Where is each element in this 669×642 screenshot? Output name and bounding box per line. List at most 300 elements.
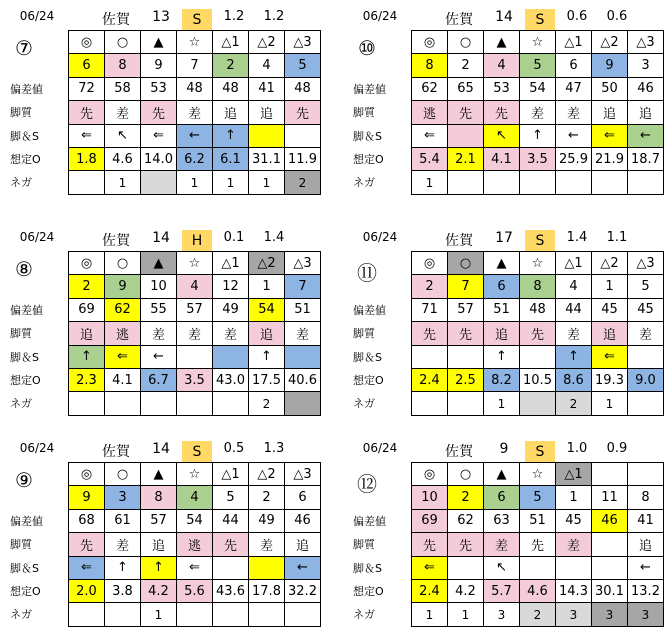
table-cell: 1 [249, 171, 285, 194]
table-cell [141, 392, 177, 415]
table-cell: 5 [285, 54, 321, 77]
table-cell: 69 [412, 509, 448, 532]
race-grade-badge: S [182, 441, 212, 463]
table-cell [628, 345, 664, 368]
table-row [412, 322, 664, 345]
table-cell: 55 [141, 298, 177, 321]
row-label: 脚＆S [10, 561, 39, 575]
table-cell: 1 [592, 275, 628, 298]
table-row [69, 368, 321, 391]
table-cell: 5 [628, 275, 664, 298]
table-cell: 先 [412, 322, 448, 345]
table-cell: 8 [628, 486, 664, 509]
table-row [412, 533, 664, 556]
table-cell: 逃 [105, 322, 141, 345]
table-cell: 9 [141, 54, 177, 77]
table-cell: 先 [520, 322, 556, 345]
table-cell: 5.4 [412, 147, 448, 170]
table-cell: 71 [412, 298, 448, 321]
table-cell: 51 [484, 298, 520, 321]
table-cell: 8 [412, 54, 448, 77]
table-cell: 11.9 [285, 147, 321, 170]
table-cell [105, 603, 141, 626]
table-row [69, 298, 321, 321]
table-row [412, 486, 664, 509]
table-cell [249, 124, 285, 147]
race-date: 06/24 [19, 9, 55, 23]
prediction-table [411, 30, 664, 195]
table-cell: ▲ [484, 463, 520, 486]
table-row [69, 54, 321, 77]
table-row [69, 322, 321, 345]
table-cell: 差 [556, 322, 592, 345]
table-cell: 6.7 [141, 368, 177, 391]
table-cell: △1 [213, 463, 249, 486]
table-cell: 10 [141, 275, 177, 298]
table-row [69, 603, 321, 626]
table-cell: 追 [484, 322, 520, 345]
table-cell: 差 [177, 101, 213, 124]
table-cell [177, 603, 213, 626]
row-label: ネガ [10, 176, 32, 190]
table-cell: ○ [105, 31, 141, 54]
table-cell: 19.3 [592, 368, 628, 391]
table-row [412, 124, 664, 147]
table-cell: △2 [249, 252, 285, 275]
table-cell: 逃 [412, 101, 448, 124]
table-cell: 6.1 [213, 147, 249, 170]
table-cell [412, 392, 448, 415]
table-cell: 4.6 [105, 147, 141, 170]
table-cell: 5 [520, 486, 556, 509]
table-cell: 2.5 [448, 368, 484, 391]
table-cell: 3.8 [105, 579, 141, 602]
table-cell: 54 [520, 77, 556, 100]
table-cell: ↑ [213, 124, 249, 147]
horse-count: 14 [495, 9, 513, 25]
table-cell: 2 [249, 392, 285, 415]
table-cell: 2 [412, 275, 448, 298]
table-cell: 2.0 [69, 579, 105, 602]
race-value-2: 0.9 [606, 441, 628, 456]
table-cell: 7 [177, 54, 213, 77]
table-cell: 43.0 [213, 368, 249, 391]
table-cell [213, 603, 249, 626]
prediction-table [68, 251, 321, 416]
table-cell: ⇐ [105, 345, 141, 368]
table-cell: ← [177, 124, 213, 147]
table-cell: 差 [285, 322, 321, 345]
table-cell: 6 [484, 275, 520, 298]
race-grade-badge: S [525, 230, 555, 252]
table-cell: 5.7 [484, 579, 520, 602]
table-cell: 41 [249, 77, 285, 100]
race-track: 佐賀 [445, 444, 473, 460]
table-cell: 差 [105, 101, 141, 124]
table-cell: 57 [141, 509, 177, 532]
table-row [69, 556, 321, 579]
table-cell [520, 556, 556, 579]
table-cell: 先 [448, 322, 484, 345]
table-row [69, 509, 321, 532]
table-cell: 8 [520, 275, 556, 298]
row-label: 想定O [353, 585, 384, 598]
table-row [69, 252, 321, 275]
row-label: ネガ [10, 608, 32, 622]
race-number: ⑦ [15, 36, 33, 60]
table-cell: 17.8 [249, 579, 285, 602]
table-cell: 追 [69, 322, 105, 345]
table-cell: 追 [249, 101, 285, 124]
table-cell: 14.0 [141, 147, 177, 170]
table-cell: 12 [213, 275, 249, 298]
race-value-1: 0.1 [223, 230, 245, 245]
table-cell: ○ [448, 252, 484, 275]
table-cell: 46 [628, 77, 664, 100]
row-label: 脚＆S [10, 350, 39, 364]
table-cell: 1 [105, 171, 141, 194]
table-cell: 差 [141, 322, 177, 345]
table-cell: 追 [592, 101, 628, 124]
race-date: 06/24 [362, 9, 398, 23]
table-row [69, 533, 321, 556]
race-value-1: 0.6 [566, 9, 588, 24]
table-cell: ↑ [69, 345, 105, 368]
race-track: 佐賀 [102, 12, 130, 28]
table-cell: 1 [412, 171, 448, 194]
table-cell: 48 [285, 77, 321, 100]
race-header [6, 6, 326, 30]
table-cell: 30.1 [592, 579, 628, 602]
table-row [69, 486, 321, 509]
table-row [412, 579, 664, 602]
race-grade-badge: S [525, 9, 555, 31]
table-cell: 差 [484, 533, 520, 556]
table-cell: 先 [69, 533, 105, 556]
row-label: 偏差値 [10, 303, 43, 317]
table-row [412, 345, 664, 368]
table-cell: ← [628, 556, 664, 579]
table-cell: ↑ [520, 124, 556, 147]
table-cell: 41 [628, 509, 664, 532]
table-cell: ◎ [69, 31, 105, 54]
table-cell: ☆ [177, 31, 213, 54]
horse-count: 9 [499, 441, 509, 457]
race-number: ⑧ [15, 257, 33, 281]
race-number: ⑩ [358, 36, 376, 60]
table-cell: ⇐ [69, 556, 105, 579]
table-cell: ⇐ [412, 556, 448, 579]
table-cell: 9 [592, 54, 628, 77]
table-cell: △1 [213, 31, 249, 54]
race-number: ⑫ [357, 472, 377, 496]
table-cell: ← [556, 124, 592, 147]
row-label: 偏差値 [353, 514, 386, 528]
table-cell: 差 [177, 322, 213, 345]
table-cell: 49 [249, 509, 285, 532]
table-row [69, 147, 321, 170]
row-label: 脚＆S [353, 350, 382, 364]
table-cell: ↖ [105, 124, 141, 147]
race-header [6, 227, 326, 251]
race-header [349, 438, 669, 462]
table-cell [213, 392, 249, 415]
table-cell: 9.0 [628, 368, 664, 391]
table-cell: 先 [520, 533, 556, 556]
table-row [412, 54, 664, 77]
table-cell: 1 [556, 486, 592, 509]
table-cell: 先 [448, 533, 484, 556]
table-cell [285, 392, 321, 415]
table-cell: 逃 [177, 533, 213, 556]
race-value-2: 1.2 [263, 9, 285, 24]
table-row [412, 31, 664, 54]
race-date: 06/24 [19, 230, 55, 244]
table-cell: ○ [448, 31, 484, 54]
table-cell: ⇐ [177, 556, 213, 579]
table-cell: ⇐ [141, 124, 177, 147]
table-cell: 2 [520, 603, 556, 626]
table-cell: 3.5 [177, 368, 213, 391]
table-cell: 4.1 [105, 368, 141, 391]
race-track: 佐賀 [445, 12, 473, 28]
table-cell: ▲ [141, 31, 177, 54]
table-cell [177, 345, 213, 368]
table-row [412, 275, 664, 298]
table-cell [448, 124, 484, 147]
table-cell: 53 [141, 77, 177, 100]
table-cell [412, 345, 448, 368]
table-cell: 68 [69, 509, 105, 532]
table-cell: ◎ [69, 463, 105, 486]
table-cell: ↖ [484, 124, 520, 147]
table-row [412, 171, 664, 194]
prediction-table [411, 251, 664, 416]
row-label: 想定O [353, 374, 384, 387]
table-cell: ◎ [412, 31, 448, 54]
table-cell: 3.5 [520, 147, 556, 170]
table-cell: △2 [249, 463, 285, 486]
table-cell: 6 [69, 54, 105, 77]
table-cell: 2 [69, 275, 105, 298]
row-label: 脚質 [10, 538, 32, 552]
table-cell [213, 345, 249, 368]
table-row [412, 556, 664, 579]
race-number: ⑪ [357, 261, 377, 285]
row-label: 脚質 [10, 106, 32, 120]
table-cell: 2.1 [448, 147, 484, 170]
row-label: 偏差値 [10, 82, 43, 96]
race-grade-badge: S [525, 441, 555, 463]
table-cell: 追 [628, 533, 664, 556]
table-row [69, 463, 321, 486]
table-cell: 5 [520, 54, 556, 77]
table-cell: ☆ [177, 252, 213, 275]
table-cell: 先 [484, 101, 520, 124]
table-cell [285, 603, 321, 626]
row-label: ネガ [10, 397, 32, 411]
table-cell: 47 [556, 77, 592, 100]
table-cell [249, 556, 285, 579]
table-cell: 差 [249, 533, 285, 556]
table-cell: 8.6 [556, 368, 592, 391]
table-cell: 追 [592, 322, 628, 345]
horse-count: 14 [152, 441, 170, 457]
table-cell: △2 [592, 252, 628, 275]
table-cell: ☆ [177, 463, 213, 486]
table-cell: 10 [412, 486, 448, 509]
table-cell: 2 [213, 54, 249, 77]
table-cell: △3 [285, 463, 321, 486]
table-cell: 3 [105, 486, 141, 509]
table-cell: 差 [628, 322, 664, 345]
race-value-2: 1.3 [263, 441, 285, 456]
table-row [69, 345, 321, 368]
table-cell: 4.2 [448, 579, 484, 602]
table-cell: △1 [556, 252, 592, 275]
table-cell: ◎ [69, 252, 105, 275]
table-cell: 6 [285, 486, 321, 509]
table-cell: 62 [448, 509, 484, 532]
table-cell: 差 [556, 533, 592, 556]
table-cell: 4.2 [141, 579, 177, 602]
table-cell: 1 [448, 603, 484, 626]
race-value-1: 0.5 [223, 441, 245, 456]
table-cell: 2.4 [412, 579, 448, 602]
table-cell: 先 [412, 533, 448, 556]
table-cell: ▲ [484, 31, 520, 54]
table-cell: ○ [105, 463, 141, 486]
table-cell: △2 [249, 31, 285, 54]
table-cell: 25.9 [556, 147, 592, 170]
table-cell: 54 [249, 298, 285, 321]
row-label: 脚＆S [353, 561, 382, 575]
table-cell: 58 [105, 77, 141, 100]
table-cell: 4.6 [520, 579, 556, 602]
table-cell [448, 345, 484, 368]
table-cell: 40.6 [285, 368, 321, 391]
race-value-2: 0.6 [606, 9, 628, 24]
race-value-1: 1.2 [223, 9, 245, 24]
race-track: 佐賀 [102, 444, 130, 460]
table-cell: 57 [177, 298, 213, 321]
table-cell: 21.9 [592, 147, 628, 170]
horse-count: 13 [152, 9, 170, 25]
table-cell: 1 [249, 275, 285, 298]
table-cell [628, 463, 664, 486]
table-cell: 65 [448, 77, 484, 100]
table-cell: 48 [213, 77, 249, 100]
prediction-table [68, 462, 321, 627]
table-cell: ○ [448, 463, 484, 486]
table-cell: 3 [628, 603, 664, 626]
table-cell: 57 [448, 298, 484, 321]
table-cell: 54 [177, 509, 213, 532]
table-cell: 追 [213, 101, 249, 124]
table-cell [520, 392, 556, 415]
table-cell: △3 [628, 31, 664, 54]
table-row [412, 77, 664, 100]
table-cell: 4 [177, 275, 213, 298]
table-cell: 5 [213, 486, 249, 509]
table-cell [448, 171, 484, 194]
table-row [69, 124, 321, 147]
table-cell: 53 [484, 77, 520, 100]
table-row [69, 275, 321, 298]
table-cell: 追 [285, 533, 321, 556]
table-cell [628, 171, 664, 194]
table-cell: 8 [105, 54, 141, 77]
table-cell: 5.6 [177, 579, 213, 602]
table-cell: 62 [412, 77, 448, 100]
table-cell: 6.2 [177, 147, 213, 170]
table-cell: 差 [556, 101, 592, 124]
row-label: ネガ [353, 608, 375, 622]
table-cell: ▲ [141, 252, 177, 275]
table-row [412, 509, 664, 532]
table-cell [628, 392, 664, 415]
table-row [412, 368, 664, 391]
table-cell: ⇐ [69, 124, 105, 147]
table-cell: 7 [448, 275, 484, 298]
table-cell: 45 [556, 509, 592, 532]
race-track: 佐賀 [102, 233, 130, 249]
table-cell [592, 171, 628, 194]
prediction-table [411, 462, 664, 627]
race-header [349, 6, 669, 30]
table-cell: △1 [213, 252, 249, 275]
table-cell: ⇐ [412, 124, 448, 147]
table-cell [141, 171, 177, 194]
table-cell: 1 [592, 392, 628, 415]
table-cell: 61 [105, 509, 141, 532]
table-cell: ⇐ [592, 345, 628, 368]
table-cell: 43.6 [213, 579, 249, 602]
table-cell: 9 [105, 275, 141, 298]
race-date: 06/24 [19, 441, 55, 455]
race-header [6, 438, 326, 462]
table-cell: 4 [484, 54, 520, 77]
table-cell: 1.8 [69, 147, 105, 170]
table-cell: 45 [592, 298, 628, 321]
race-grade-badge: S [182, 9, 212, 31]
table-cell: 1 [141, 603, 177, 626]
table-cell [484, 171, 520, 194]
table-cell: 4 [177, 486, 213, 509]
race-value-2: 1.4 [263, 230, 285, 245]
table-cell: 31.1 [249, 147, 285, 170]
table-cell: ⇐ [592, 124, 628, 147]
table-cell: ↑ [105, 556, 141, 579]
table-cell: 8 [141, 486, 177, 509]
table-cell: 先 [285, 101, 321, 124]
table-cell: ↑ [141, 556, 177, 579]
table-cell: ↑ [556, 345, 592, 368]
table-cell [448, 556, 484, 579]
table-cell: 51 [520, 509, 556, 532]
table-cell [213, 556, 249, 579]
row-label: 脚質 [10, 327, 32, 341]
table-cell: 追 [141, 533, 177, 556]
table-cell: 3 [628, 54, 664, 77]
table-cell: 先 [213, 533, 249, 556]
row-label: 想定O [10, 374, 41, 387]
table-cell [105, 392, 141, 415]
row-label: 想定O [10, 153, 41, 166]
table-cell: 3 [592, 603, 628, 626]
table-cell: 45 [628, 298, 664, 321]
table-cell [285, 124, 321, 147]
